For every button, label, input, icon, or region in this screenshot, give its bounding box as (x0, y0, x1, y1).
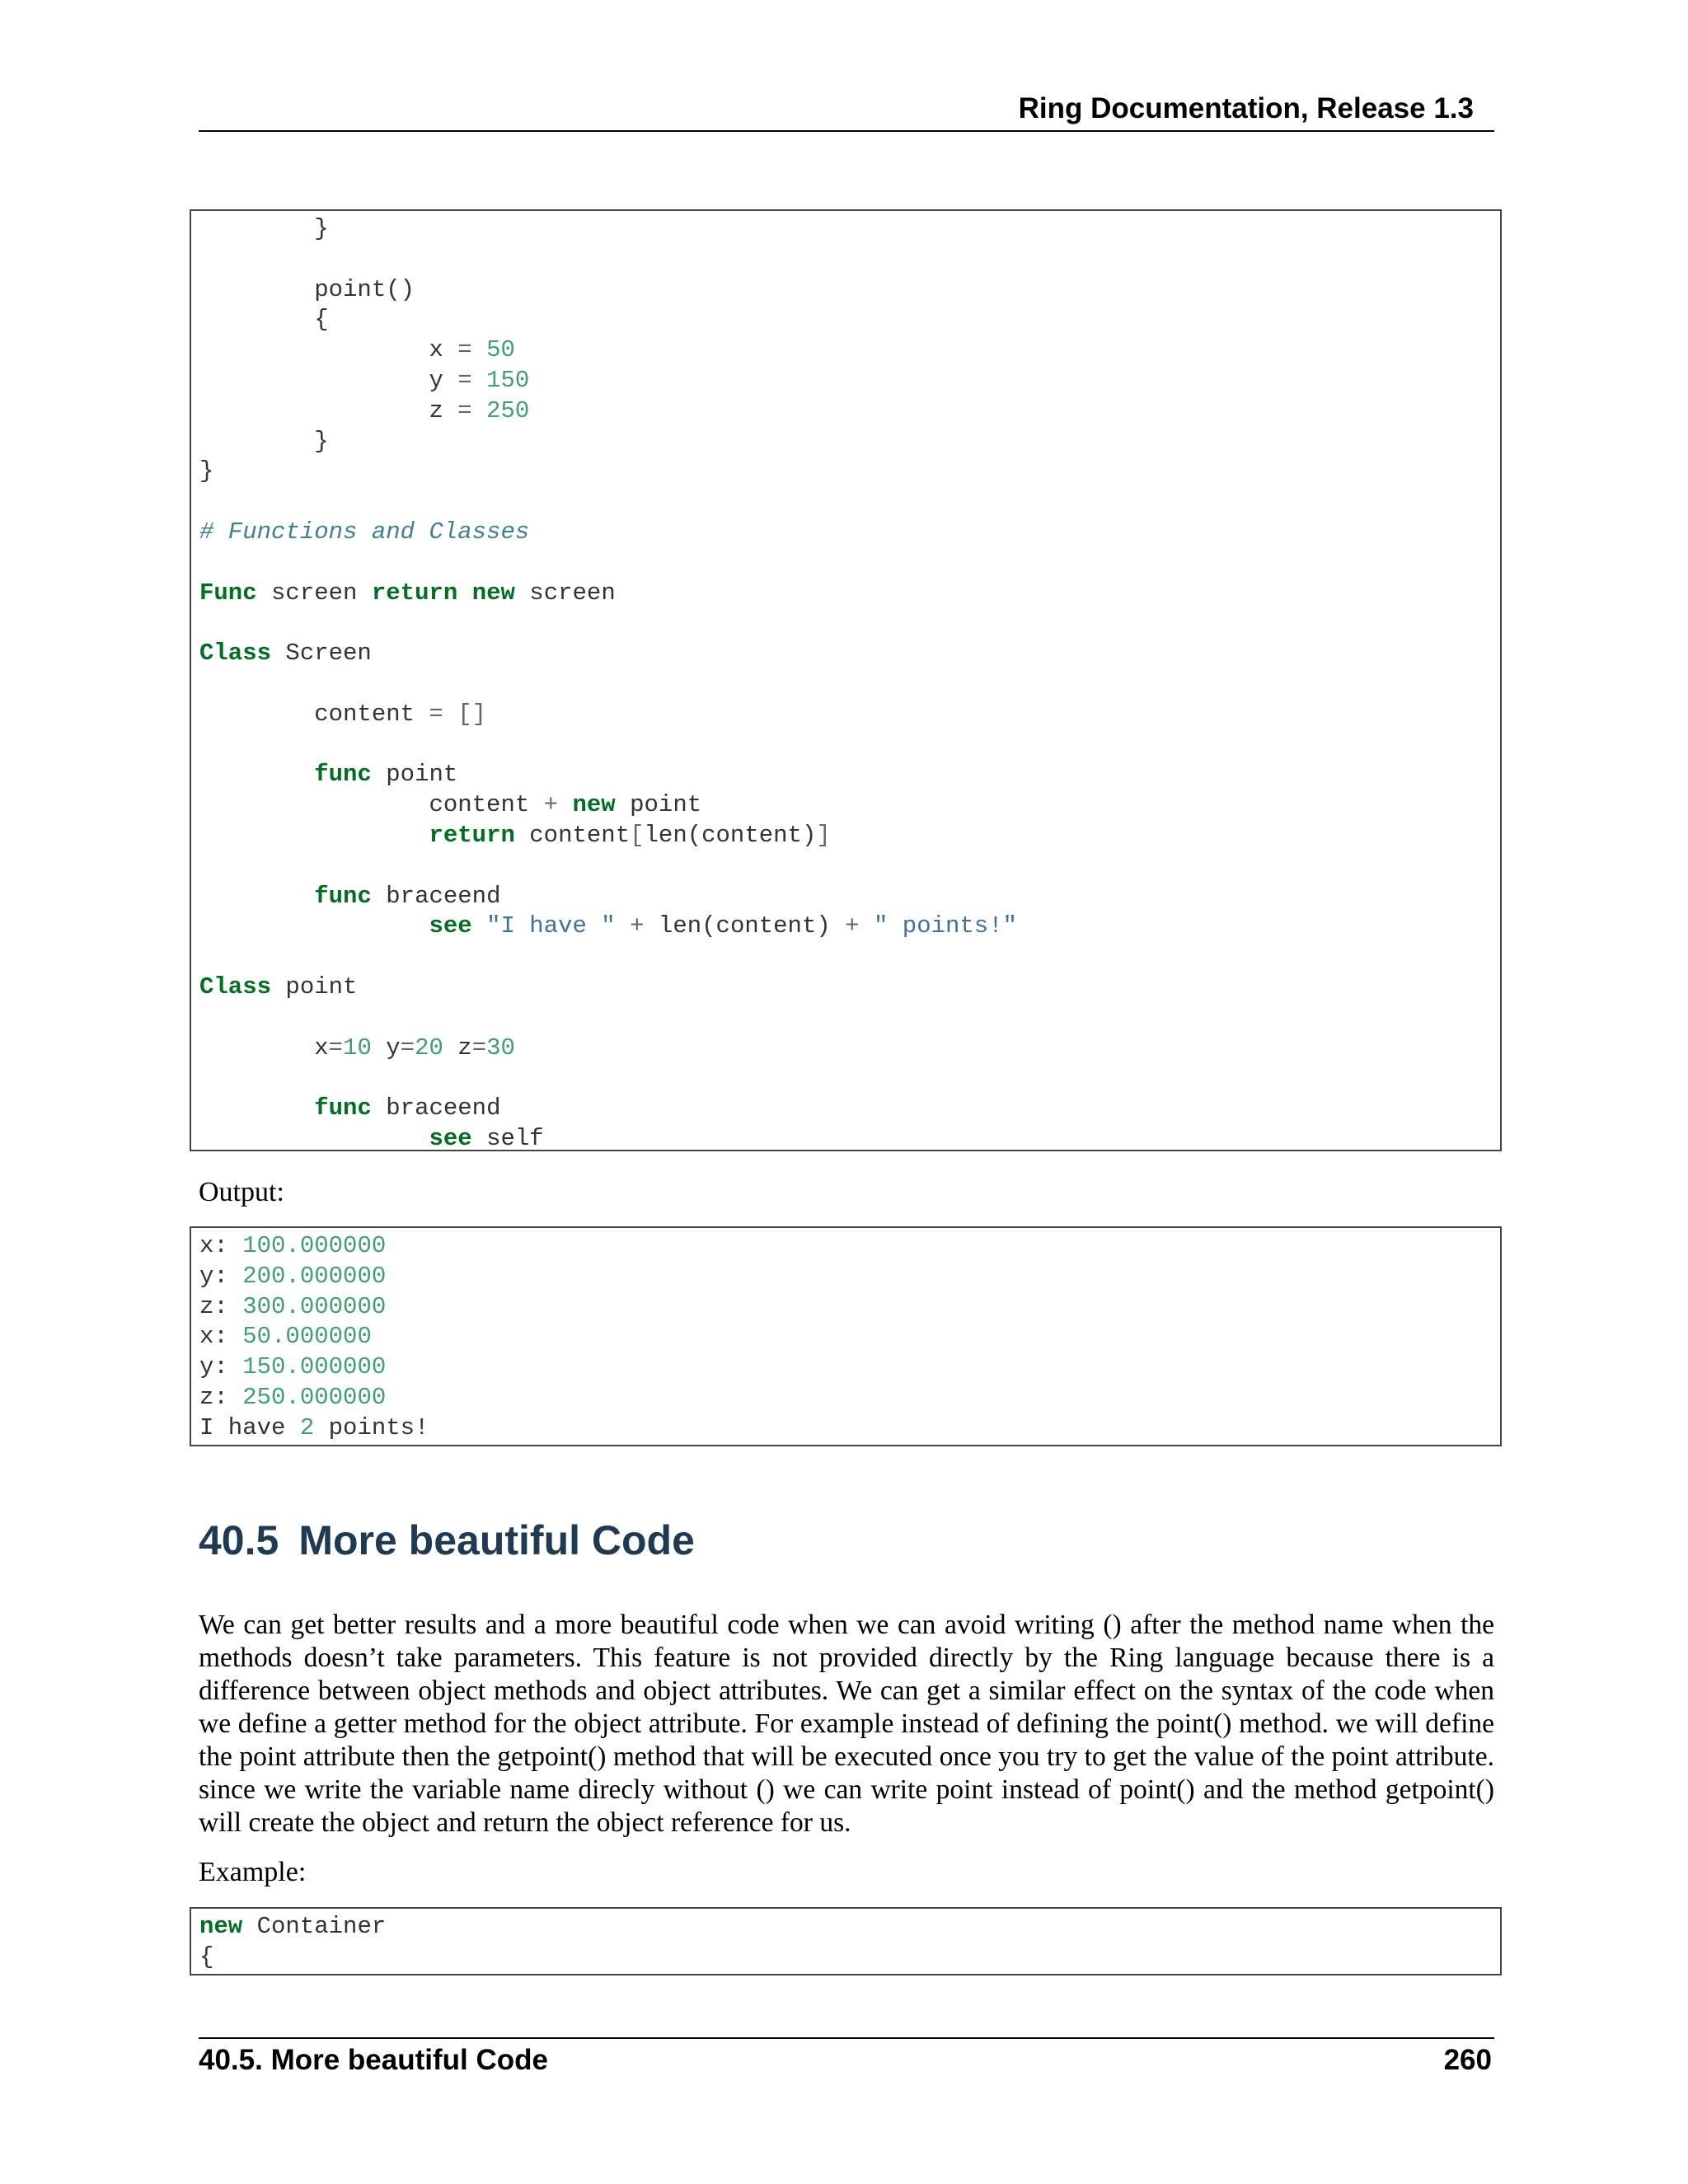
output-label: Output: (199, 1177, 284, 1207)
code-token (558, 791, 572, 818)
code-token: 150 (486, 366, 530, 394)
code-line (199, 305, 1500, 335)
code-token: 100.000000 (242, 1232, 387, 1259)
code-token: see (429, 1124, 472, 1151)
code-line (199, 427, 1500, 457)
code-line (199, 882, 1500, 912)
code-line (199, 912, 1500, 942)
code-token (199, 761, 314, 788)
code-line (199, 760, 1500, 790)
code-line (199, 1383, 1500, 1413)
code-line (199, 335, 1500, 366)
code-line (199, 1262, 1500, 1292)
code-token: func (314, 882, 372, 910)
code-token: x: (199, 1323, 243, 1351)
code-token: new (199, 1913, 243, 1940)
code-line (199, 1033, 1500, 1064)
code-token: content (514, 821, 631, 849)
code-line (199, 972, 1500, 1003)
code-line (199, 1352, 1500, 1383)
code-token (199, 883, 314, 910)
code-token: point (615, 791, 702, 819)
code-token: new (471, 579, 515, 607)
code-line (199, 700, 1500, 730)
code-line (199, 1943, 1500, 1973)
code-token: # Functions and Classes (199, 518, 530, 546)
page-number: 260 (1443, 2044, 1492, 2076)
code-token: point (371, 761, 458, 789)
code-token: y (371, 1033, 401, 1062)
code-token: = (457, 396, 472, 424)
code-token: 250 (486, 396, 530, 424)
code-token: "I have " (486, 912, 616, 940)
code-token: return (429, 821, 515, 849)
code-token (616, 912, 630, 940)
code-token: Class (199, 640, 272, 668)
code-token: 10 (343, 1033, 372, 1062)
code-token: points! (314, 1413, 429, 1441)
code-token: x (199, 1033, 329, 1062)
code-token: content (199, 791, 544, 819)
code-token: " points!" (873, 912, 1018, 940)
code-token: braceend (371, 1094, 501, 1122)
code-token: { (199, 306, 329, 334)
header-rule (199, 130, 1494, 132)
code-token: [ (630, 821, 645, 849)
code-line (199, 1124, 1500, 1151)
code-line (199, 1063, 1500, 1094)
code-token: + (543, 791, 559, 819)
code-token: see (429, 912, 472, 940)
section-title: More beautiful Code (298, 1517, 695, 1563)
code-line (199, 548, 1500, 579)
code-line (199, 1413, 1500, 1444)
code-token: 50.000000 (242, 1323, 372, 1351)
code-line (199, 1292, 1500, 1323)
code-token: new (572, 791, 616, 819)
code-line (199, 669, 1500, 700)
code-token: 30 (486, 1033, 515, 1062)
code-token: z: (199, 1383, 243, 1411)
code-line (199, 730, 1500, 761)
code-token: 250.000000 (242, 1383, 387, 1411)
code-line (199, 851, 1500, 882)
code-token: z (199, 396, 458, 424)
code-token: screen (256, 579, 372, 607)
code-token: y: (199, 1262, 243, 1290)
code-token (860, 912, 874, 940)
section-number: 40.5 (199, 1517, 279, 1563)
example-label: Example: (199, 1857, 307, 1887)
code-token: } (199, 215, 329, 242)
code-token: + (845, 912, 860, 940)
code-token: } (199, 457, 214, 485)
code-token (472, 367, 486, 394)
code-line (199, 790, 1500, 821)
code-token: self (471, 1124, 544, 1151)
section-paragraph: We can get better results and a more beautiful code when we can avoid writing () after the method name when the methods doesn’t take parameters. This feature is not provided directly by the Ring language because there is a difference between object methods and object attributes. We can get a similar effect on the syntax of the code when we define a getter method for the object attribute. For example instead of defining the point() method. we will define the point attribute then the getpoint() method that will be executed once you try to get the value of the point attribute. since we write the variable name direcly without () we can write point instead of point() and the method getpoint() will create the object and return the object reference for us. (199, 1610, 1494, 1838)
code-token: 2 (299, 1413, 315, 1441)
code-token: point() (199, 275, 415, 303)
code-token: func (314, 1094, 372, 1122)
code-token: func (314, 761, 372, 789)
code-token: 200.000000 (242, 1262, 387, 1290)
code-line (199, 366, 1500, 396)
code-line (199, 275, 1500, 306)
code-token: Func (199, 579, 257, 607)
code-token (457, 579, 471, 607)
code-line (199, 245, 1500, 275)
code-token: z: (199, 1292, 243, 1320)
code-token: 300.000000 (242, 1292, 387, 1320)
code-token (199, 822, 429, 849)
footer-rule (199, 2037, 1494, 2039)
code-token: braceend (371, 882, 501, 910)
code-token: = (328, 1033, 344, 1062)
code-line (199, 821, 1500, 851)
code-token: point (271, 972, 358, 1001)
code-token: 50 (486, 336, 515, 364)
code-token: screen (514, 579, 616, 607)
code-token: = (400, 1033, 415, 1062)
section-heading (199, 1516, 695, 1564)
code-token (472, 397, 486, 424)
code-token: { (199, 1943, 214, 1971)
code-line (199, 518, 1500, 548)
code-token (472, 912, 486, 940)
code-token (199, 1125, 429, 1151)
code-line (199, 1231, 1500, 1262)
code-token: Class (199, 972, 272, 1001)
code-line (199, 1912, 1500, 1943)
code-token: len(content) (644, 821, 817, 849)
code-token: = (457, 336, 472, 364)
code-token: x (199, 336, 458, 364)
code-token: len(content) (644, 912, 846, 940)
code-token: I have (199, 1413, 300, 1441)
code-token: Screen (271, 640, 372, 668)
code-line (199, 639, 1500, 669)
running-header-title: Ring Documentation, Release 1.3 (1018, 92, 1474, 124)
code-token (472, 336, 486, 363)
code-token (443, 701, 457, 728)
code-line (199, 214, 1500, 245)
code-token: = (471, 1033, 487, 1062)
code-line (199, 487, 1500, 518)
code-line (199, 396, 1500, 427)
code-token: z (443, 1033, 472, 1062)
code-line (199, 579, 1500, 609)
code-block-main (190, 209, 1502, 1151)
code-token: 20 (415, 1033, 443, 1062)
code-token: } (199, 427, 329, 455)
code-token: = (457, 366, 472, 394)
code-line (199, 1003, 1500, 1033)
code-token: ] (816, 821, 831, 849)
code-token: return (371, 579, 458, 607)
footer-section-title: 40.5. More beautiful Code (199, 2044, 548, 2076)
code-token: + (630, 912, 645, 940)
code-line (199, 1322, 1500, 1352)
code-token (199, 912, 429, 940)
code-line (199, 457, 1500, 487)
code-line (199, 1094, 1500, 1124)
code-token: [] (457, 700, 487, 728)
code-token: y: (199, 1353, 243, 1381)
output-block (190, 1226, 1502, 1446)
code-token: y (199, 366, 458, 394)
code-token: content (199, 700, 429, 728)
code-token: = (429, 700, 443, 728)
code-line (199, 608, 1500, 639)
code-block-example (190, 1907, 1502, 1975)
code-token: 150.000000 (242, 1353, 387, 1381)
code-token (199, 1094, 314, 1122)
code-line (199, 942, 1500, 972)
code-token: Container (242, 1913, 387, 1940)
code-token: x: (199, 1232, 243, 1259)
